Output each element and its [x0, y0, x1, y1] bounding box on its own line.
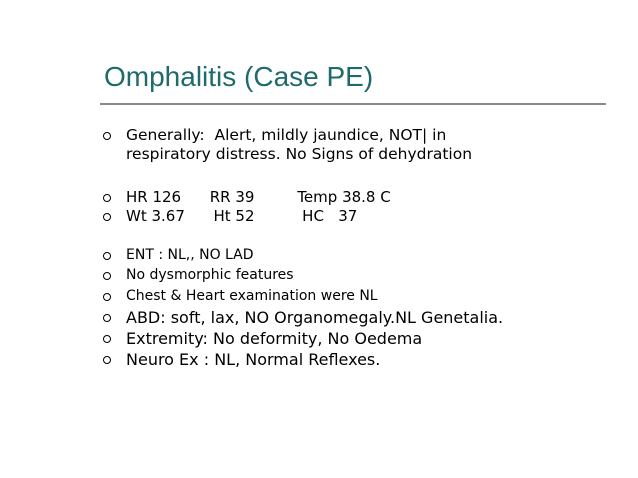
bullet-circle-icon: [103, 213, 111, 221]
general-line-1: Generally: Alert, mildly jaundice, NOT| in: [126, 126, 447, 144]
vitals-line: HR 126 RR 39 Temp 38.8 C: [126, 188, 391, 206]
bullet-circle-icon: [103, 132, 111, 140]
general-line-2: respiratory distress. No Signs of dehydration: [126, 145, 473, 163]
bullet-circle-icon: [103, 356, 111, 364]
exam-item: ENT : NL,, NO LAD: [126, 247, 254, 263]
bullet-circle-icon: [103, 314, 111, 322]
exam-item: Chest & Heart examination were NL: [126, 288, 378, 304]
title-divider: [100, 103, 606, 105]
vitals-line: Wt 3.67 Ht 52 HC 37: [126, 207, 358, 225]
exam-item: No dysmorphic features: [126, 267, 294, 283]
exam-item: Neuro Ex : NL, Normal Reflexes.: [126, 350, 381, 369]
exam-item: ABD: soft, lax, NO Organomegaly.NL Genetalia.: [126, 308, 504, 327]
slide-title: Omphalitis (Case PE): [104, 61, 374, 92]
bullet-circle-icon: [103, 272, 111, 280]
exam-item: Extremity: No deformity, No Oedema: [126, 329, 423, 348]
bullet-circle-icon: [103, 252, 111, 260]
bullet-circle-icon: [103, 335, 111, 343]
bullet-circle-icon: [103, 194, 111, 202]
bullet-circle-icon: [103, 293, 111, 301]
